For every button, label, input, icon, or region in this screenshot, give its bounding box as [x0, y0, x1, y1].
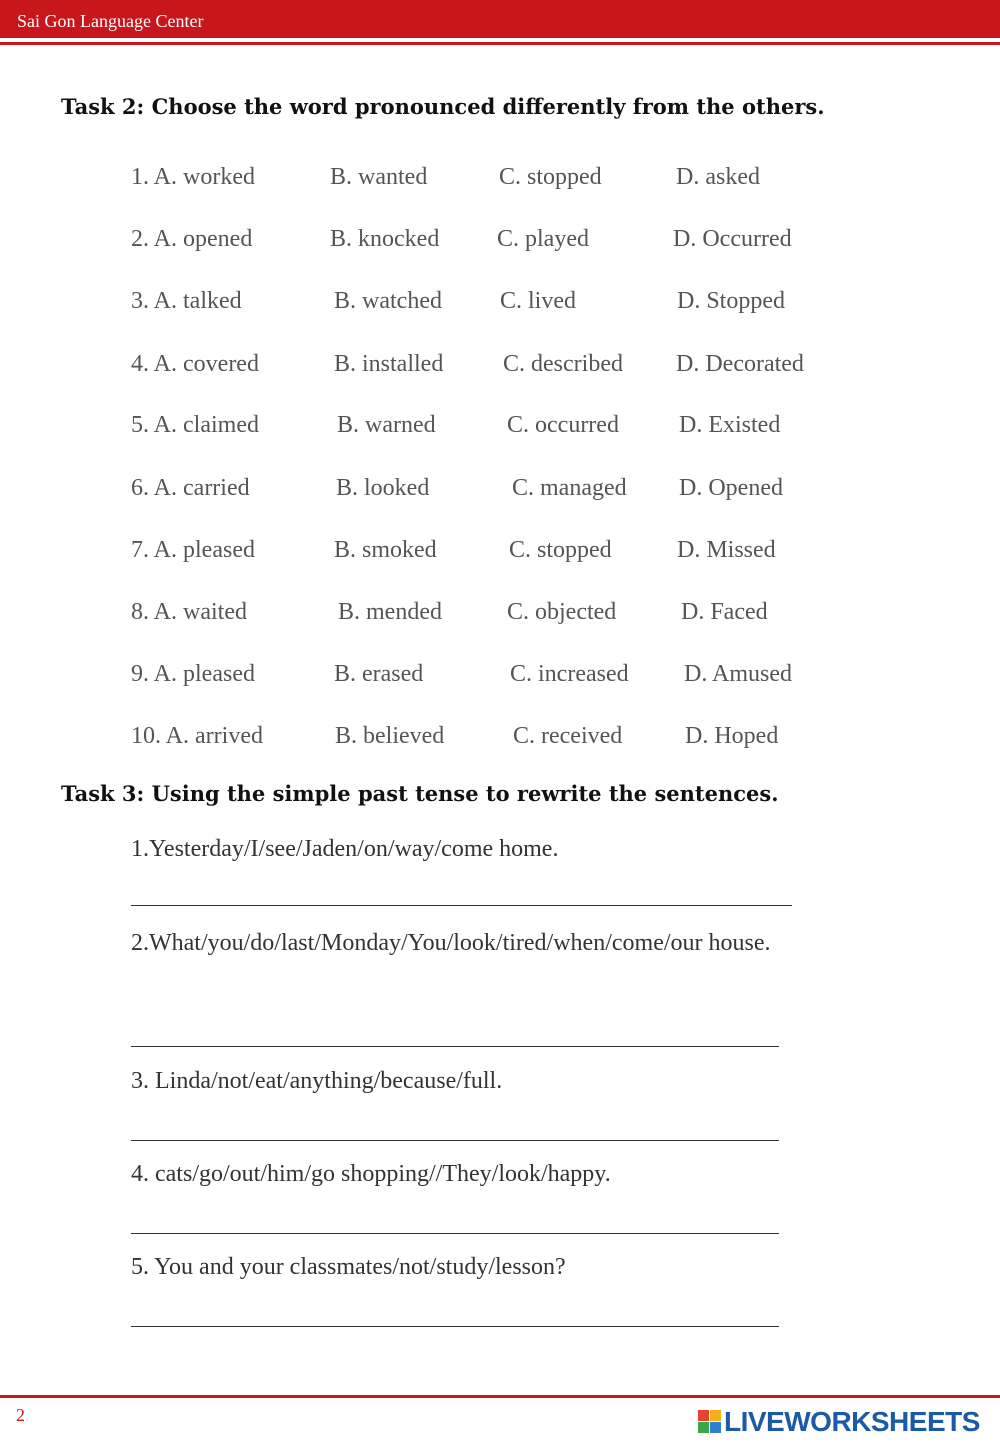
option-a: 6. A. carried: [131, 475, 250, 501]
option-a: 1. A. worked: [131, 164, 255, 190]
header-title: Sai Gon Language Center: [17, 11, 204, 31]
question-row: [0, 661, 1000, 691]
rewrite-prompt: 3. Linda/not/eat/anything/because/full.: [131, 1068, 503, 1094]
option-c: C. stopped: [509, 537, 612, 563]
option-d: D. Opened: [679, 475, 783, 501]
option-c: C. stopped: [499, 164, 602, 190]
option-d: D. Decorated: [676, 351, 804, 377]
question-row: [0, 723, 1000, 753]
liveworksheets-wordmark: LIVEWORKSHEETS: [724, 1406, 980, 1437]
option-b: B. watched: [334, 288, 442, 314]
option-c: C. received: [513, 723, 623, 749]
rewrite-prompt: 1.Yesterday/I/see/Jaden/on/way/come home.: [131, 836, 559, 862]
option-c: C. played: [497, 226, 589, 252]
rewrite-prompt: 2.What/you/do/last/Monday/You/look/tired/when/come/our house.: [131, 930, 771, 956]
option-b: B. looked: [336, 475, 430, 501]
option-d: D. Stopped: [677, 288, 785, 314]
liveworksheets-logo[interactable]: [698, 1406, 980, 1438]
answer-line[interactable]: [131, 905, 792, 906]
option-d: D. Amused: [684, 661, 792, 687]
option-d: D. Occurred: [673, 226, 792, 252]
option-c: C. lived: [500, 288, 576, 314]
option-b: B. smoked: [334, 537, 437, 563]
option-d: D. Faced: [681, 599, 768, 625]
option-c: C. described: [503, 351, 623, 377]
option-c: C. objected: [507, 599, 617, 625]
option-c: C. increased: [510, 661, 629, 687]
option-a: 4. A. covered: [131, 351, 259, 377]
option-d: D. asked: [676, 164, 760, 190]
page-number: 2: [16, 1405, 25, 1425]
option-b: B. mended: [338, 599, 442, 625]
answer-line[interactable]: [131, 1233, 779, 1234]
question-row: [0, 226, 1000, 256]
option-a: 9. A. pleased: [131, 661, 255, 687]
question-row: [0, 599, 1000, 629]
option-d: D. Hoped: [685, 723, 779, 749]
option-b: B. knocked: [330, 226, 440, 252]
task2-title: Task 2: Choose the word pronounced differently from the others.: [61, 94, 825, 119]
task3-title: Task 3: Using the simple past tense to rewrite the sentences.: [61, 781, 779, 806]
option-d: D. Missed: [677, 537, 776, 563]
question-row: [0, 475, 1000, 505]
option-b: B. erased: [334, 661, 424, 687]
option-b: B. believed: [335, 723, 445, 749]
header-divider: [0, 42, 1000, 45]
option-b: B. warned: [337, 412, 436, 438]
question-row: [0, 412, 1000, 442]
option-b: B. wanted: [330, 164, 428, 190]
option-d: D. Existed: [679, 412, 781, 438]
option-a: 2. A. opened: [131, 226, 253, 252]
question-row: [0, 351, 1000, 381]
answer-line[interactable]: [131, 1140, 779, 1141]
option-a: 5. A. claimed: [131, 412, 259, 438]
liveworksheets-icon: [698, 1410, 722, 1434]
header-bar: [0, 0, 1000, 38]
option-c: C. occurred: [507, 412, 619, 438]
question-row: [0, 537, 1000, 567]
question-row: [0, 164, 1000, 194]
rewrite-prompt: 5. You and your classmates/not/study/lesson?: [131, 1254, 566, 1280]
option-b: B. installed: [334, 351, 444, 377]
option-a: 7. A. pleased: [131, 537, 255, 563]
rewrite-prompt: 4. cats/go/out/him/go shopping//They/look/happy.: [131, 1161, 611, 1187]
answer-line[interactable]: [131, 1326, 779, 1327]
option-a: 3. A. talked: [131, 288, 242, 314]
answer-line[interactable]: [131, 1046, 779, 1047]
question-row: [0, 288, 1000, 318]
option-a: 10. A. arrived: [131, 723, 263, 749]
footer-divider: [0, 1395, 1000, 1398]
option-c: C. managed: [512, 475, 627, 501]
option-a: 8. A. waited: [131, 599, 247, 625]
